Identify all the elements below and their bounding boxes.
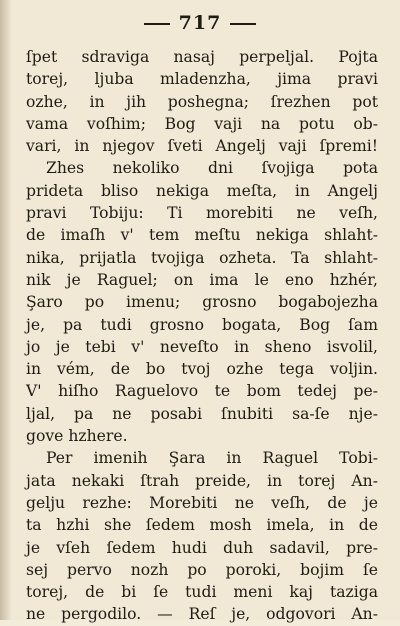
text-line: Per imenih Şara in Raguel Tobi- xyxy=(46,449,378,468)
text-line: ljal, pa ne posabi ſnubiti sa-ſe nje- xyxy=(26,404,378,423)
text-line: prideta bliso nekiga meſta, in Angelj xyxy=(26,181,378,200)
text-line: torej, ljuba mladenzha, jima pravi xyxy=(26,70,378,89)
text-line: ſpet sdraviga nasaj perpeljal. Pojta xyxy=(26,48,378,66)
text-line: Zhes nekoliko dni ſvojiga pota xyxy=(46,159,378,178)
text-line: Şaro po imenu; grosno bogabojezha xyxy=(26,293,378,312)
text-line: ne pergodilo. — Reſ je, odgovori An- xyxy=(26,605,378,624)
text-line: V' hiſho Raguelovo te bom tedej pe- xyxy=(26,382,378,401)
text-line: jata nekaki ſtrah preide, in torej An- xyxy=(26,471,378,490)
page-number: 717 xyxy=(178,12,222,34)
text-line: de imaſh v' tem meſtu nekiga shlaht- xyxy=(26,226,378,245)
text-line: pravi Tobiju: Ti morebiti ne veſh, xyxy=(26,204,378,223)
text-line: sej pervo nozh po poroki, bojim ſe xyxy=(26,560,378,579)
text-line: nik je Raguel; on ima le eno hzhér, xyxy=(26,270,378,289)
text-line: gove hzhere. xyxy=(26,427,128,446)
text-line: je vſeh ſedem hudi duh sadavil, pre- xyxy=(26,538,378,557)
text-line: vama voſhim; Bog vaji na potu ob- xyxy=(26,114,378,133)
text-line: ozhe, in jih poshegna; ſrezhen pot xyxy=(26,92,378,111)
text-line: ta hzhi she ſedem mosh imela, in de xyxy=(26,516,378,535)
header-dash-left xyxy=(144,23,170,25)
text-line: gelju rezhe: Morebiti ne veſh, de je xyxy=(26,493,378,512)
text-line: in vém, de bo tvoj ozhe tega voljin. xyxy=(26,360,378,379)
text-line: nika, prijatla tvojiga ozheta. Ta shlaht- xyxy=(26,248,378,267)
body-text xyxy=(26,46,378,626)
text-line: je, pa tudi grosno bogata, Bog ſam xyxy=(26,315,378,334)
text-line: vari, in njegov ſveti Angelj vaji ſpremi! xyxy=(26,137,378,156)
text-line: torej, de bi ſe tudi meni kaj taziga xyxy=(26,583,378,602)
spine-shadow xyxy=(0,0,12,620)
header-dash-right xyxy=(230,23,256,25)
page-header xyxy=(0,11,400,35)
text-line: jo je tebi v' neveſto in sheno isvolil, xyxy=(26,337,378,356)
